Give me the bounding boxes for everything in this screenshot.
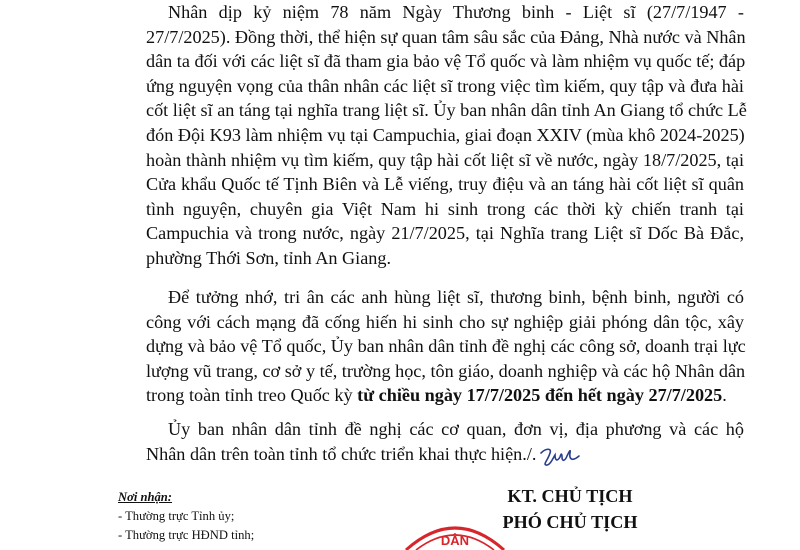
recipients-block [118, 488, 254, 544]
text-line: Campuchia và trong nước, ngày 21/7/2025, tại Nghĩa trang Liệt sĩ Dốc Bà Đắc, [146, 223, 744, 244]
recipient-item: - Thường trực HĐND tỉnh; [118, 527, 255, 542]
text-line: hoàn thành nhiệm vụ tìm kiếm, quy tập hài cốt liệt sĩ về nước, ngày 18/7/2025, tại [146, 149, 744, 170]
text-end: . [722, 385, 727, 406]
signature-subtitle: PHÓ CHỦ TỊCH [502, 511, 638, 532]
flag-period-bold: từ chiều ngày 17/7/2025 đến hết ngày 27/7/2025 [357, 385, 723, 406]
signature-title: KT. CHỦ TỊCH [507, 486, 633, 506]
text-line: lượng vũ trang, cơ sở y tế, trường học, tôn giáo, doanh nghiệp và các hộ Nhân dân [146, 360, 746, 381]
text-line: 27/7/2025). Đồng thời, thể hiện sự quan tâm sâu sắc của Đảng, Nhà nước và Nhân [146, 26, 746, 47]
official-seal [400, 514, 510, 550]
text-line: dựng và bảo vệ Tổ quốc, Ủy ban nhân dân tỉnh đề nghị các công sở, doanh trại lực [146, 336, 746, 357]
recipient-item: - Thường trực Tỉnh ủy; [118, 508, 235, 523]
paragraph-flag-request [146, 285, 744, 408]
recipients-header: Nơi nhận: [118, 490, 173, 504]
paragraph-commemoration [146, 0, 747, 271]
text-line: Nhân dịp kỷ niệm 78 năm Ngày Thương binh - Liệt sĩ (27/7/1947 - [168, 2, 744, 22]
seal-text: DÂN [440, 533, 470, 548]
text-line: ứng nguyện vọng của thân nhân các liệt sĩ trong việc tìm kiếm, quy tập và đưa hài [146, 75, 744, 96]
text-plain: trong toàn tỉnh treo Quốc kỳ [146, 385, 358, 406]
handwritten-initial [538, 444, 584, 470]
text-line: Nhân dân trên toàn tỉnh tổ chức triển khai thực hiện./. [146, 443, 537, 464]
text-line: tình nguyện, chuyên gia Việt Nam hi sinh trong các thời kỳ chiến tranh tại [146, 198, 744, 219]
text-line: Ủy ban nhân dân tỉnh đề nghị các cơ quan, đơn vị, địa phương và các hộ [168, 419, 744, 439]
text-line [146, 383, 744, 408]
text-line: dân ta đối với các liệt sĩ đã tham gia bảo vệ Tổ quốc và làm nhiệm vụ quốc tế; đáp [146, 51, 746, 72]
paragraph-implementation [146, 417, 744, 466]
text-line: cốt liệt sĩ an táng tại nghĩa trang liệt sĩ. Ủy ban nhân dân tỉnh An Giang tổ chức Lễ [146, 100, 747, 121]
text-line: Cửa khẩu Quốc tế Tịnh Biên và Lễ viếng, truy điệu và an táng hài cốt liệt sĩ quân [146, 174, 744, 195]
text-line: Để tưởng nhớ, tri ân các anh hùng liệt sĩ, thương binh, bệnh binh, người có [168, 287, 744, 307]
text-line: phường Thới Sơn, tỉnh An Giang. [146, 247, 392, 268]
text-line: công với cách mạng đã cống hiến hi sinh cho sự nghiệp giải phóng dân tộc, xây [146, 311, 744, 332]
signature-block [496, 484, 644, 535]
text-line: đón Đội K93 làm nhiệm vụ tại Campuchia, giai đoạn XXIV (mùa khô 2024-2025) [146, 124, 745, 145]
